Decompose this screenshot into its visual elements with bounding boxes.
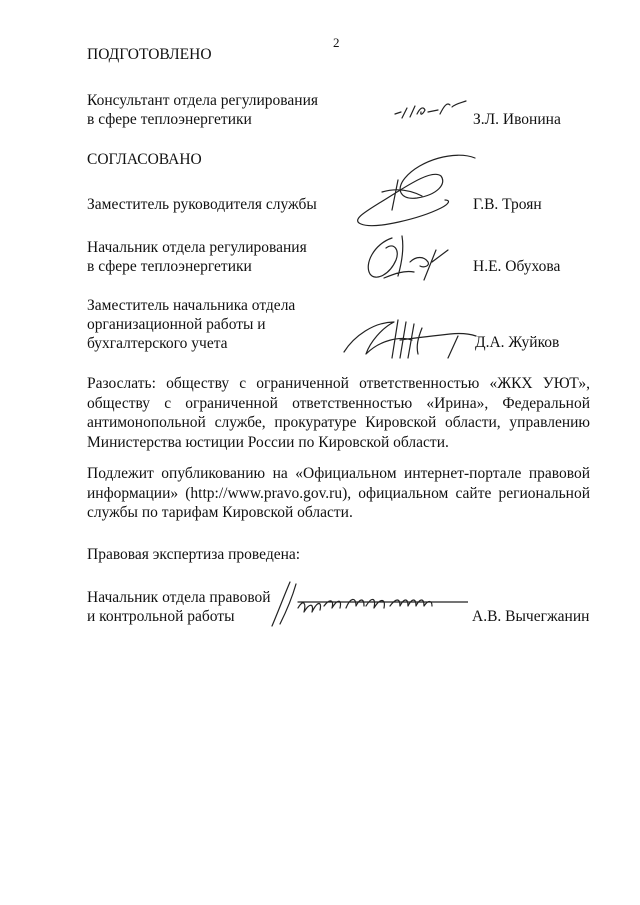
signer-position bbox=[87, 195, 317, 214]
distribution-paragraph bbox=[87, 374, 590, 452]
signature-obukhova bbox=[362, 228, 458, 286]
position-line: Начальник отдела правовой bbox=[87, 589, 271, 606]
paragraph-line: службы по тарифам Кировской области. bbox=[87, 504, 353, 521]
paragraph-line: информации» (http://www.pravo.gov.ru), официальном сайте региональной bbox=[87, 484, 590, 502]
signer-name: Г.В. Троян bbox=[473, 196, 542, 213]
page-number: 2 bbox=[333, 35, 340, 50]
publication-paragraph bbox=[87, 464, 590, 523]
prepared-heading: ПОДГОТОВЛЕНО bbox=[87, 46, 212, 63]
position-line: Начальник отдела регулирования bbox=[87, 239, 307, 256]
position-line: бухгалтерского учета bbox=[87, 335, 228, 352]
position-line: в сфере теплоэнергетики bbox=[87, 258, 252, 275]
signer-name: Н.Е. Обухова bbox=[473, 258, 561, 275]
position-line: организационной работы и bbox=[87, 316, 266, 333]
signature-ivonina bbox=[392, 98, 474, 122]
position-line: Заместитель начальника отдела bbox=[87, 297, 296, 314]
prepared-position bbox=[87, 91, 318, 129]
legal-review-position bbox=[87, 588, 271, 626]
legal-review-name: А.В. Вычегжанин bbox=[472, 608, 590, 625]
signature-troyan bbox=[340, 150, 480, 230]
signature-zhuikov bbox=[340, 314, 478, 362]
paragraph-line: Министерства юстиции России по Кировской области. bbox=[87, 433, 449, 451]
position-line: Консультант отдела регулирования bbox=[87, 92, 319, 109]
position-line: и контрольной работы bbox=[87, 608, 235, 625]
legal-review-statement: Правовая экспертиза проведена: bbox=[87, 546, 301, 563]
signer-position bbox=[87, 238, 307, 276]
signer-position bbox=[87, 296, 295, 353]
paragraph-line: Разослать: обществу с ограниченной ответственностью «ЖКХ УЮТ», bbox=[87, 375, 590, 392]
prepared-name: З.Л. Ивонина bbox=[473, 111, 561, 128]
signature-vychegzhanin bbox=[268, 578, 468, 628]
paragraph-line: обществу с ограниченной ответственностью «Ирина», Федеральной bbox=[87, 394, 590, 412]
agreed-heading: СОГЛАСОВАНО bbox=[87, 151, 202, 168]
signer-name: Д.А. Жуйков bbox=[475, 334, 560, 351]
paragraph-line: Подлежит опубликованию на «Официальном интернет-портале правовой bbox=[87, 465, 590, 482]
position-line: в сфере теплоэнергетики bbox=[87, 111, 252, 128]
position-line: Заместитель руководителя службы bbox=[87, 196, 317, 213]
paragraph-line: антимонопольной службе, прокуратуре Кировской области, управлению bbox=[87, 414, 590, 431]
